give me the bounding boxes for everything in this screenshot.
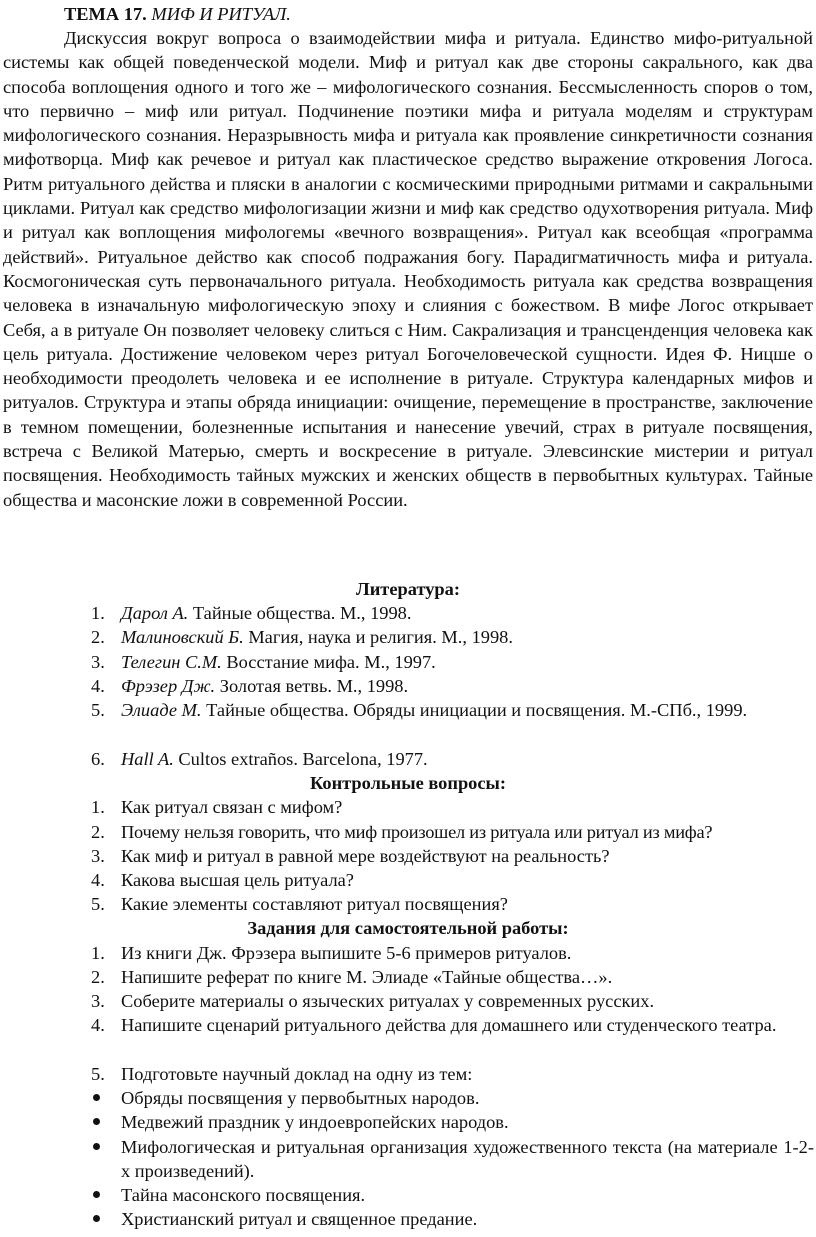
intro-paragraph: Дискуссия вокруг вопроса о взаимодействии мифа и ритуала. Единство мифо-ритуальной системы как общей поведенческой модели. Миф и ритуал как две стороны сакрального, как два способа воплощения одного и того же – мифологического сознания. Бессмысленность споров о том, что первично – миф или ритуал. Подчинение поэтики мифа и ритуала моделям и структурам мифологического сознания. Неразрывность мифа и ритуала как проявление синкретичности сознания мифотворца. Миф как речевое и ритуал как пластическое средство выражение откровения Логоса. Ритм ритуального действа и пляски в аналогии с космическими природными ритмами и сакральными циклами. Ритуал как средство мифологизации жизни и миф как средство одухотворения ритуала. Миф и ритуал как воплощения мифологемы «вечного возвращения». Ритуал как всеобщая «программа действий». Ритуальное действо как способ подражания богу. Парадигматичность мифа и ритуала. Космогоническая суть первоначального ритуала. Необходимость ритуала как средства возвращения человека в изначальную мифологическую эпоху и слияния с божеством. В мифе Логос открывает Себя, а в ритуале Он позволяет человеку слиться с Ним. Сакрализация и трансценденция человека как цель ритуала. Достижение человеком через ритуал Богочеловеческой сущности. Идея Ф. Ницше о необходимости преодолеть человека и ее исполнение в ритуале. Структура календарных мифов и ритуалов. Структура и этапы обряда инициации: очищение, перемещение в пространстве, заключение в темном помещении, болезненные испытания и нанесение увечий, страх в ритуале посвящения, встреча с Великой Матерью, смерть и воскресение в ритуале. Элевсинские мистерии и ритуал посвящения. Необходимость тайных мужских и женских обществ в первобытных культурах. Тайные общества и масонские ложи в современной России. [3, 28, 813, 510]
bullet-icon [93, 1207, 100, 1231]
item-title: Тайные общества. Обряды инициации и посвящения. М.-СПб., 1999. [201, 700, 748, 720]
item-number: 6. [91, 749, 105, 769]
item-text: Какова высшая цель ритуала? [121, 870, 354, 890]
item-author: Малиновский Б. [121, 627, 244, 647]
item-title: Тайные общества. М., 1998. [188, 603, 412, 623]
item-number: 1. [91, 943, 105, 963]
topic-title [64, 2, 291, 26]
bullet-icon [93, 1135, 100, 1159]
item-text: Почему нельзя говорить, что миф произошел из ритуала или ритуал из мифа? [121, 822, 713, 842]
item-text [121, 650, 814, 674]
item-author: Фрэзер Дж. [121, 676, 216, 696]
item-author: Дарол А. [121, 603, 189, 623]
item-text [121, 747, 814, 771]
item-text: Подготовьте научный доклад на одну из тем: [121, 1064, 473, 1084]
item-text [121, 698, 814, 722]
topic-label: ТЕМА 17. [64, 4, 147, 24]
item-number: 3. [91, 652, 105, 672]
item-number: 5. [91, 700, 105, 720]
topic-name: МИФ И РИТУАЛ. [151, 4, 291, 24]
item-author: Элиаде М. [121, 700, 202, 720]
item-number: 5. [91, 894, 105, 914]
item-number: 4. [91, 870, 105, 890]
item-text: Соберите материалы о языческих ритуалах у современных русских. [121, 991, 655, 1011]
item-text [121, 625, 814, 649]
questions-heading: Контрольные вопросы: [309, 773, 507, 793]
item-title: Cultos extraños. Barcelona, 1977. [173, 749, 428, 769]
item-number: 3. [91, 991, 105, 1011]
bullet-icon [93, 1183, 100, 1207]
item-title: Золотая ветвь. М., 1998. [215, 676, 409, 696]
item-text: Какие элементы составляют ритуал посвящения? [121, 894, 508, 914]
item-number: 1. [91, 603, 105, 623]
item-author: Телегин С.М. [121, 652, 222, 672]
item-number: 1. [91, 797, 105, 817]
item-number: 2. [91, 627, 105, 647]
item-text: Медвежий праздник у индоевропейских народов. [121, 1112, 509, 1132]
item-number: 2. [91, 967, 105, 987]
item-text [121, 601, 814, 625]
item-text: Как ритуал связан с мифом? [121, 797, 343, 817]
item-author: Hall A. [121, 749, 174, 769]
item-text: Христианский ритуал и священное предание. [121, 1209, 478, 1229]
item-number: 3. [91, 846, 105, 866]
literature-heading: Литература: [356, 579, 460, 599]
item-text: Тайна масонского посвящения. [121, 1185, 366, 1205]
item-number: 4. [91, 676, 105, 696]
item-text: Напишите реферат по книге М. Элиаде «Тайные общества…». [121, 967, 613, 987]
item-number: 2. [91, 822, 105, 842]
item-number: 5. [91, 1064, 105, 1084]
item-text: Мифологическая и ритуальная организация художественного текста (на материале 1-2-х произведений). [121, 1137, 814, 1182]
item-text: Как миф и ритуал в равной мере воздействуют на реальность? [121, 846, 610, 866]
item-text: Напишите сценарий ритуального действа для домашнего или студенческого театра. [121, 1015, 777, 1035]
tasks-heading: Задания для самостоятельной работы: [247, 918, 569, 938]
item-title: Восстание мифа. М., 1997. [221, 652, 436, 672]
item-number: 4. [91, 1015, 105, 1035]
item-text: Обряды посвящения у первобытных народов. [121, 1088, 480, 1108]
item-text [121, 674, 814, 698]
item-title: Магия, наука и религия. М., 1998. [243, 627, 513, 647]
bullet-icon [93, 1086, 100, 1110]
bullet-icon [93, 1110, 100, 1134]
item-text: Из книги Дж. Фрэзера выпишите 5-6 примеров ритуалов. [121, 943, 572, 963]
